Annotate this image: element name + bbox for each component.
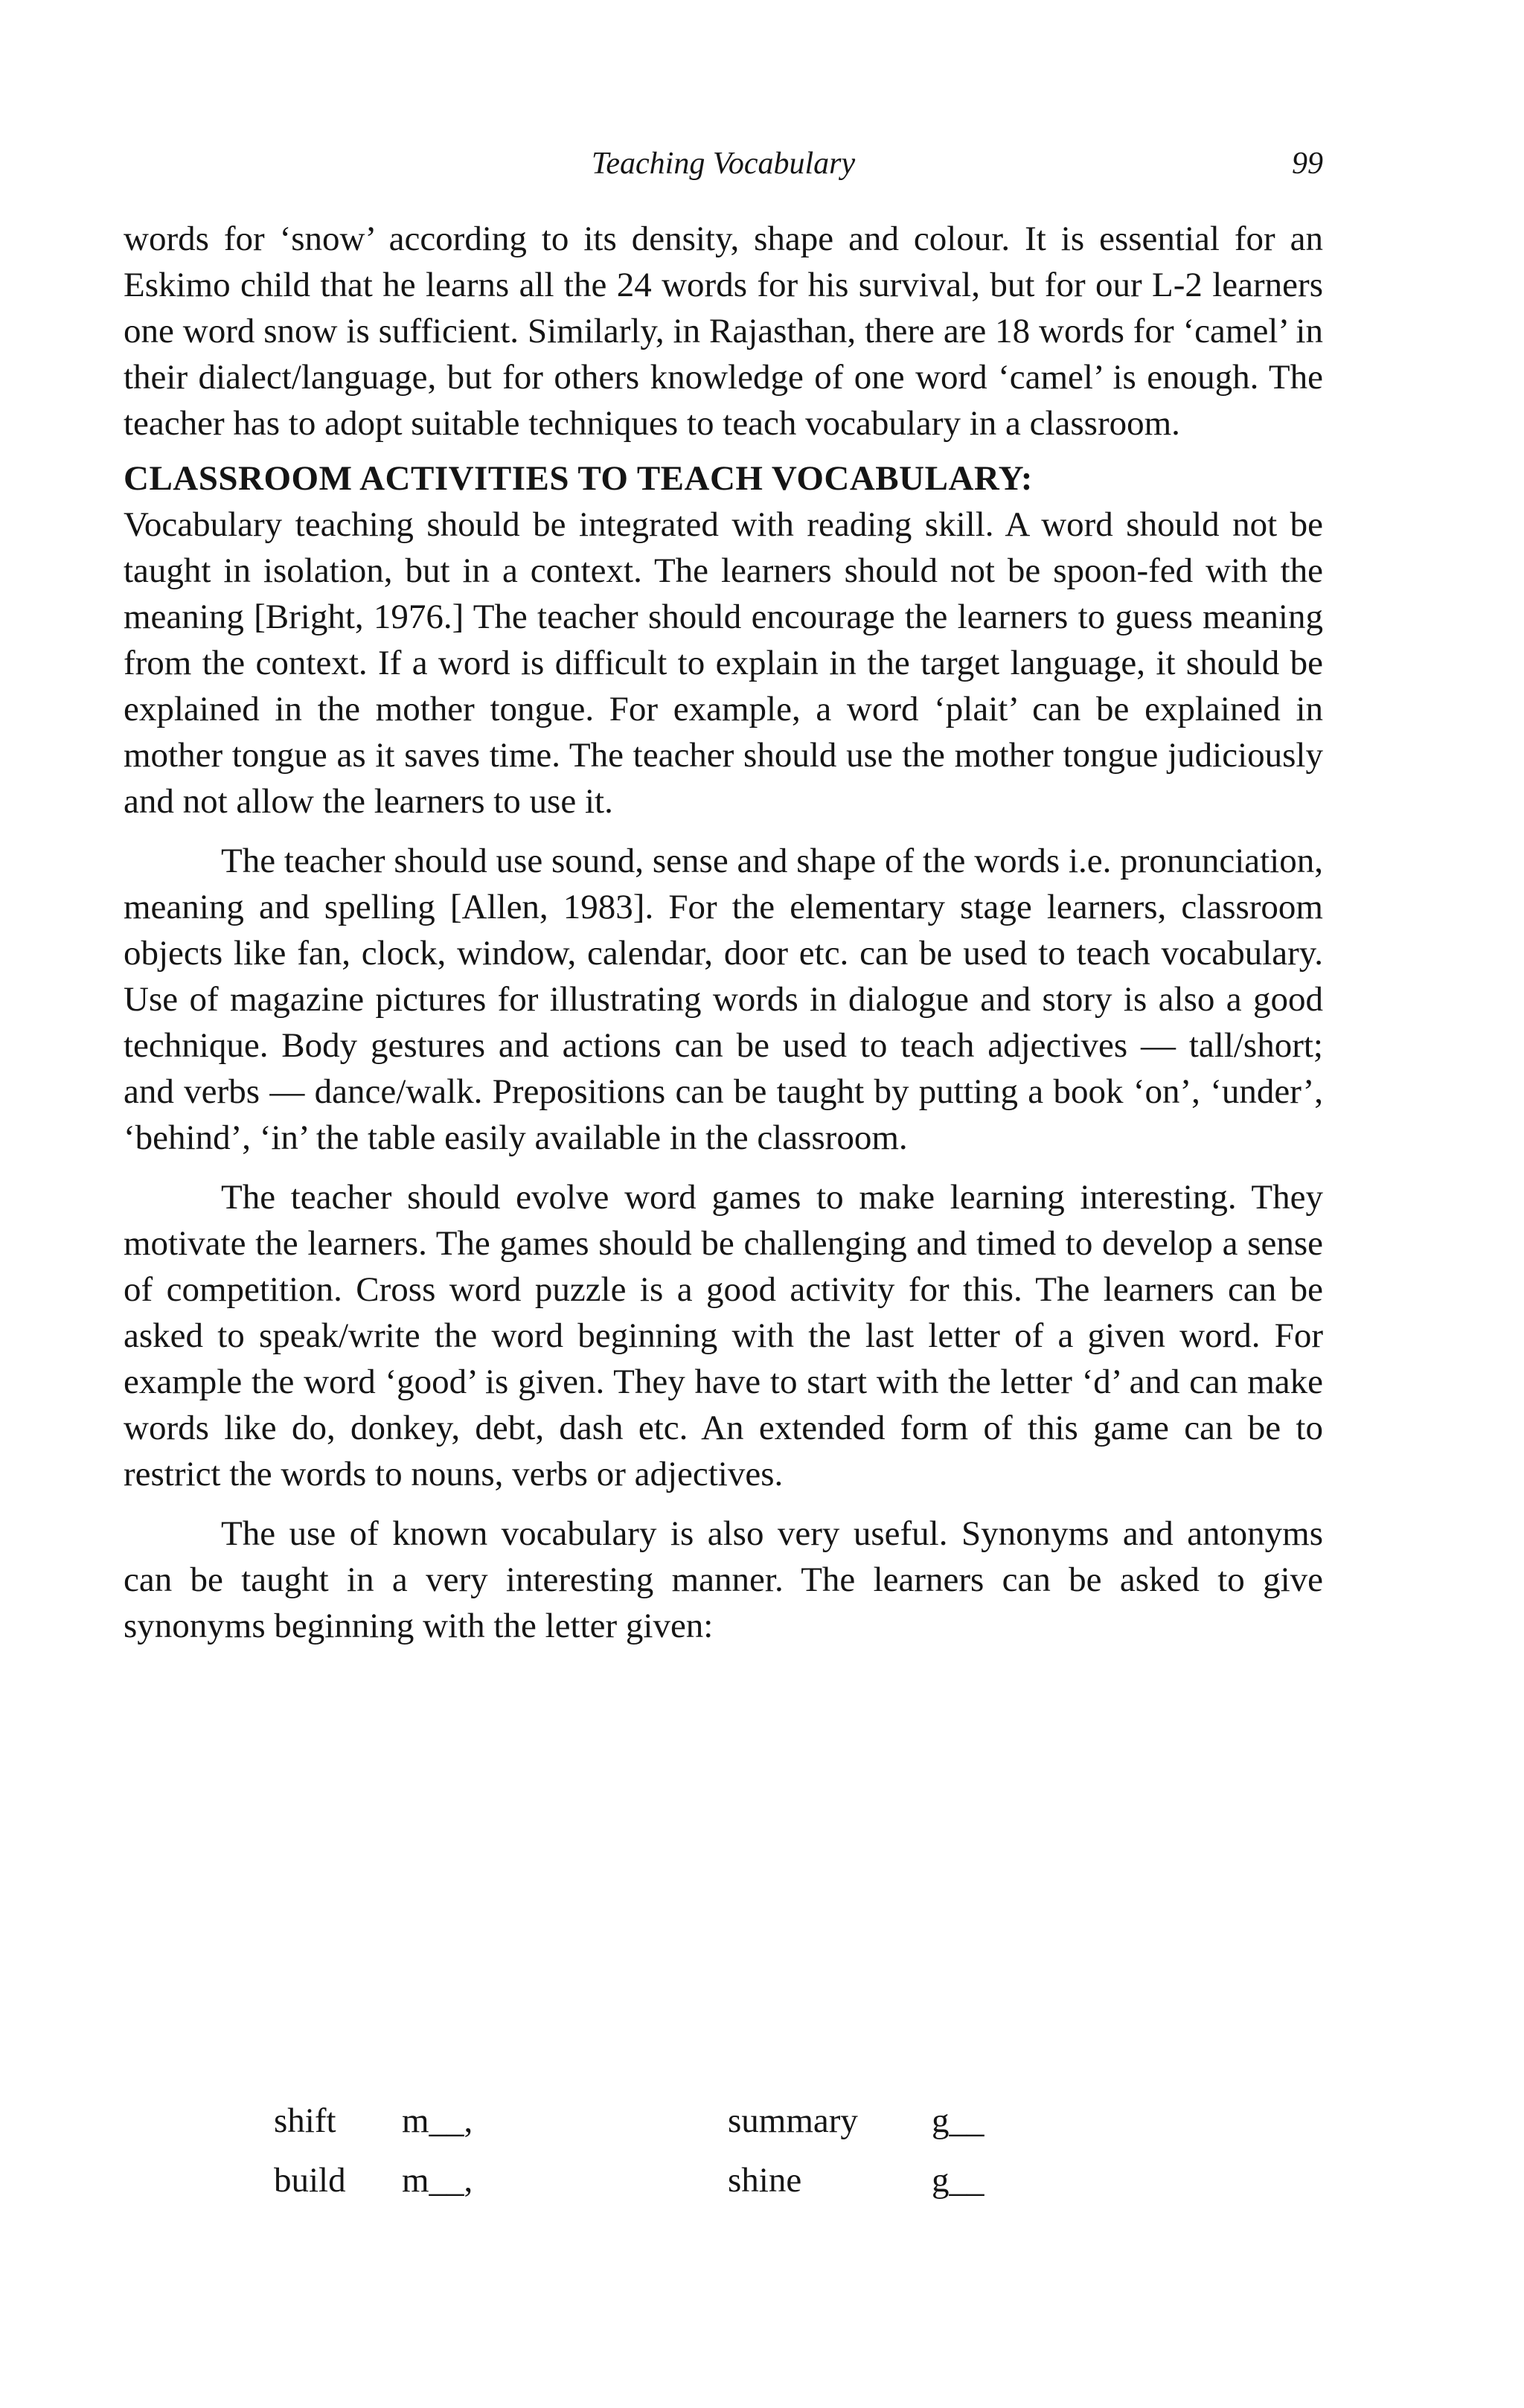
page-number: 99 — [1292, 147, 1323, 181]
exercise-row — [274, 2091, 1167, 2151]
exercise-word: build — [274, 2161, 346, 2200]
paragraph-snow-camel: words for ‘snow’ according to its density, shape and colour. It is essential for an Eskimo child that he learns all the 24 words for his survival, but for our L-2 learners one word snow is sufficient. Similarly, in Rajasthan, there are 18 words for ‘camel’ in their dialect/language, but for others knowledge of one word ‘camel’ is enough. The teacher has to adopt suitable techniques to teach vocabulary in a classroom. — [124, 220, 1323, 443]
synonym-exercise — [274, 2091, 1167, 2210]
paragraph-integration: Vocabulary teaching should be integrated with reading skill. A word should not be taught in isolation, but in a context. The learners should not be spoon-fed with the meaning [Bright, 1976.] The teacher should encourage the learners to guess meaning from the context. If a word is difficult to explain in the target language, it should be explained in the mother tongue. For example, a word ‘plait’ can be explained in mother tongue as it saves time. The teacher should use the mother tongue judiciously and not allow the learners to use it. — [124, 505, 1323, 821]
exercise-row — [274, 2151, 1167, 2210]
running-header — [124, 146, 1323, 190]
exercise-hint: m__, — [402, 2101, 473, 2140]
exercise-word: summary — [728, 2101, 858, 2140]
section-heading: CLASSROOM ACTIVITIES TO TEACH VOCABULARY: — [124, 459, 1033, 498]
paragraph-known-vocabulary: The use of known vocabulary is also very useful. Synonyms and antonyms can be taught in a very interesting manner. The learners can be asked to give synonyms beginning with the letter given: — [124, 1514, 1323, 1645]
paragraph-word-games: The teacher should evolve word games to make learning interesting. They motivate the learners. The games should be challenging and timed to develop a sense of competition. Cross word puzzle is a good activity for this. The learners can be asked to speak/write the word beginning with the last letter of a given word. For example the word ‘good’ is given. They have to start with the letter ‘d’ and can make words like do, donkey, debt, dash etc. An extended form of this game can be to restrict the words to nouns, verbs or adjectives. — [124, 1178, 1323, 1493]
running-title: Teaching Vocabulary — [591, 147, 856, 181]
exercise-hint: g__ — [932, 2101, 984, 2140]
exercise-word: shine — [728, 2161, 802, 2200]
exercise-hint: m__, — [402, 2161, 473, 2200]
body-text — [124, 216, 1323, 1649]
exercise-hint: g__ — [932, 2161, 984, 2200]
paragraph-sound-sense-shape: The teacher should use sound, sense and shape of the words i.e. pronunciation, meaning and spelling [Allen, 1983]. For the elementary stage learners, classroom objects like fan, clock, window, calendar, door etc. can be used to teach vocabulary. Use of magazine pictures for illustrating words in dialogue and story is also a good technique. Body gestures and actions can be used to teach adjectives — tall/short; and verbs — dance/walk. Prepositions can be taught by putting a book ‘on’, ‘under’, ‘behind’, ‘in’ the table easily available in the classroom. — [124, 842, 1323, 1157]
exercise-word: shift — [274, 2101, 336, 2140]
